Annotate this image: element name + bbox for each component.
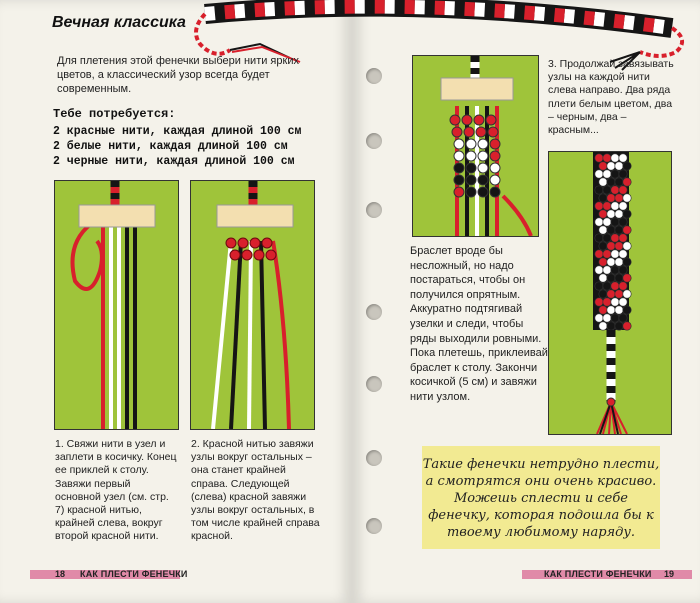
bracelet-knot [607,306,615,314]
bracelet-knot [623,306,631,314]
bracelet-knot [599,194,607,202]
bracelet-knot [595,202,603,210]
bracelet-knot [611,314,619,322]
bracelet-knot [619,186,627,194]
bracelet-knot [607,290,615,298]
bracelet-knot [623,162,631,170]
bracelet-knot [599,210,607,218]
bracelet-knot [595,234,603,242]
step2-illustration [190,180,315,430]
bracelet-knot [611,218,619,226]
bracelet-knot [619,218,627,226]
advice-paragraph: Браслет вроде бы несложный, но надо постараться, чтобы он получился опрятным. Аккуратно подтягивай узелки и следи, чтобы ряды выходили ровными. Пока плетешь, приклеивай браслет к столу. Закончи косичкой (5 см) и завяжи нити узлом. [410,245,548,403]
bracelet-band [205,7,672,28]
footer-right [352,566,700,582]
bracelet-knot [595,218,603,226]
bracelet-knot [611,298,619,306]
finished-bracelet-illustration [548,151,672,435]
page-number-right: 19 [664,569,675,579]
footer-label-left: КАК ПЛЕСТИ ФЕНЕЧКИ [80,569,188,579]
bracelet-knot [615,258,623,266]
step2-text: 2. Красной нитью завяжи узлы вокруг остальных – она станет крайней справа. Следующей (слева) красной завяжи узлы вокруг остальных, в том числе крайней справа красной. [191,438,320,543]
bracelet-knot [615,242,623,250]
step1-illustration [54,180,179,430]
bracelet-knot [623,322,631,330]
bracelet-knot [595,314,603,322]
bracelet-knot [607,258,615,266]
bracelet-knot [607,162,615,170]
bracelet-knot [623,178,631,186]
tape [441,78,513,100]
bracelet-knot [623,226,631,234]
bracelet-knot [607,178,615,186]
bracelet-knot [595,266,603,274]
bracelet-knot [599,322,607,330]
page-title: Вечная классика [52,14,186,31]
bracelet-knot [607,194,615,202]
finished-bracelet-drawing [549,152,671,434]
bracelet-knot [603,250,611,258]
bracelet-knot [603,266,611,274]
step3-drawing [413,56,538,236]
material-item: 2 красные нити, каждая длиной 100 см [53,125,302,138]
bracelet-knot [615,274,623,282]
bracelet-knot [595,186,603,194]
bracelet-knot [615,178,623,186]
bracelet-knot [615,226,623,234]
binder-hole [366,376,382,392]
bracelet-knot [603,282,611,290]
bracelet-knot [607,274,615,282]
bracelet-knot [619,170,627,178]
bracelet-knot [615,194,623,202]
note-box [422,446,660,549]
step2-drawing [191,181,314,429]
bracelet-knot [611,154,619,162]
bracelet-knot [603,202,611,210]
bracelet-knot [611,170,619,178]
bracelet-knot [619,314,627,322]
bracelet-knot [603,170,611,178]
bracelet-knot [599,306,607,314]
bracelet-knot [603,234,611,242]
bracelet-knot [595,170,603,178]
bracelet-knot [611,250,619,258]
binder-hole [366,450,382,466]
footer-label-right: КАК ПЛЕСТИ ФЕНЕЧКИ [544,569,652,579]
materials-list [53,124,301,169]
bracelet-knot [595,250,603,258]
bracelet-knot [623,258,631,266]
bracelet-knot [595,298,603,306]
bracelet-knot [611,282,619,290]
bracelet-knot [599,162,607,170]
bracelet-knot [607,322,615,330]
bracelet-knot [619,154,627,162]
binder-hole [366,304,382,320]
bracelet-knot [619,234,627,242]
bracelet-knot [619,298,627,306]
tape [217,205,293,227]
bracelet-knot [623,274,631,282]
bracelet-knot [599,178,607,186]
bracelet-knot [611,266,619,274]
bracelet-knot [607,242,615,250]
bracelet-knot [611,234,619,242]
material-item: 2 черные нити, каждая длиной 100 см [53,155,295,168]
bracelet-knot [607,210,615,218]
binder-hole [366,518,382,534]
binder-hole [366,133,382,149]
bracelet-knot [619,282,627,290]
bracelet-knot [599,290,607,298]
bracelet-knot [615,210,623,218]
bracelet-knot [599,258,607,266]
bracelet-knot [623,194,631,202]
step1-text: 1. Свяжи нити в узел и заплети в косичку. Конец ее приклей к столу. Завяжи первый основной узел (см. стр. 7) красной нитью, крайней слева, вокруг второй красной нити. [55,438,177,543]
bracelet-knot [603,154,611,162]
bracelet-knot [603,298,611,306]
bracelet-knot [623,210,631,218]
material-item: 2 белые нити, каждая длиной 100 см [53,140,288,153]
bracelet-knot [603,186,611,194]
bracelet-knot [599,274,607,282]
bracelet-knot [603,218,611,226]
bracelet-knot [595,282,603,290]
binder-hole [366,202,382,218]
step1-drawing [55,181,178,429]
bracelet-knot [595,154,603,162]
bracelet-knot [619,202,627,210]
intro-text: Для плетения этой фенечки выбери нити ярких цветов, а классический узор всегда будет современным. [57,55,299,95]
bracelet-knot [599,226,607,234]
bracelet-knot [603,314,611,322]
bracelet-knot [615,322,623,330]
bracelet-knot [615,306,623,314]
bracelet-knot [611,186,619,194]
step3-text: 3. Продолжай завязывать узлы на каждой нити слева направо. Два ряда плети белым цветом, два – черным, два – красным... [548,58,674,137]
note-text: Такие фенечки нетрудно плести, а смотрятся они очень красиво. Можешь сплести и себе фенечку, которая подошла бы к твоему любимому наряду. [422,457,660,540]
bracelet-knot [599,242,607,250]
bracelet-knot [611,202,619,210]
bracelet-knot [615,162,623,170]
bracelet-knot [607,226,615,234]
page-number-left: 18 [55,569,66,579]
bracelet-knot [623,242,631,250]
step3-illustration [412,55,539,237]
materials-title: Тебе потребуется: [53,107,176,121]
tape [79,205,155,227]
bracelet-knot [619,266,627,274]
bracelet-knot [619,250,627,258]
footer-left [0,566,352,582]
bracelet-knot [615,290,623,298]
bracelet-knot [623,290,631,298]
